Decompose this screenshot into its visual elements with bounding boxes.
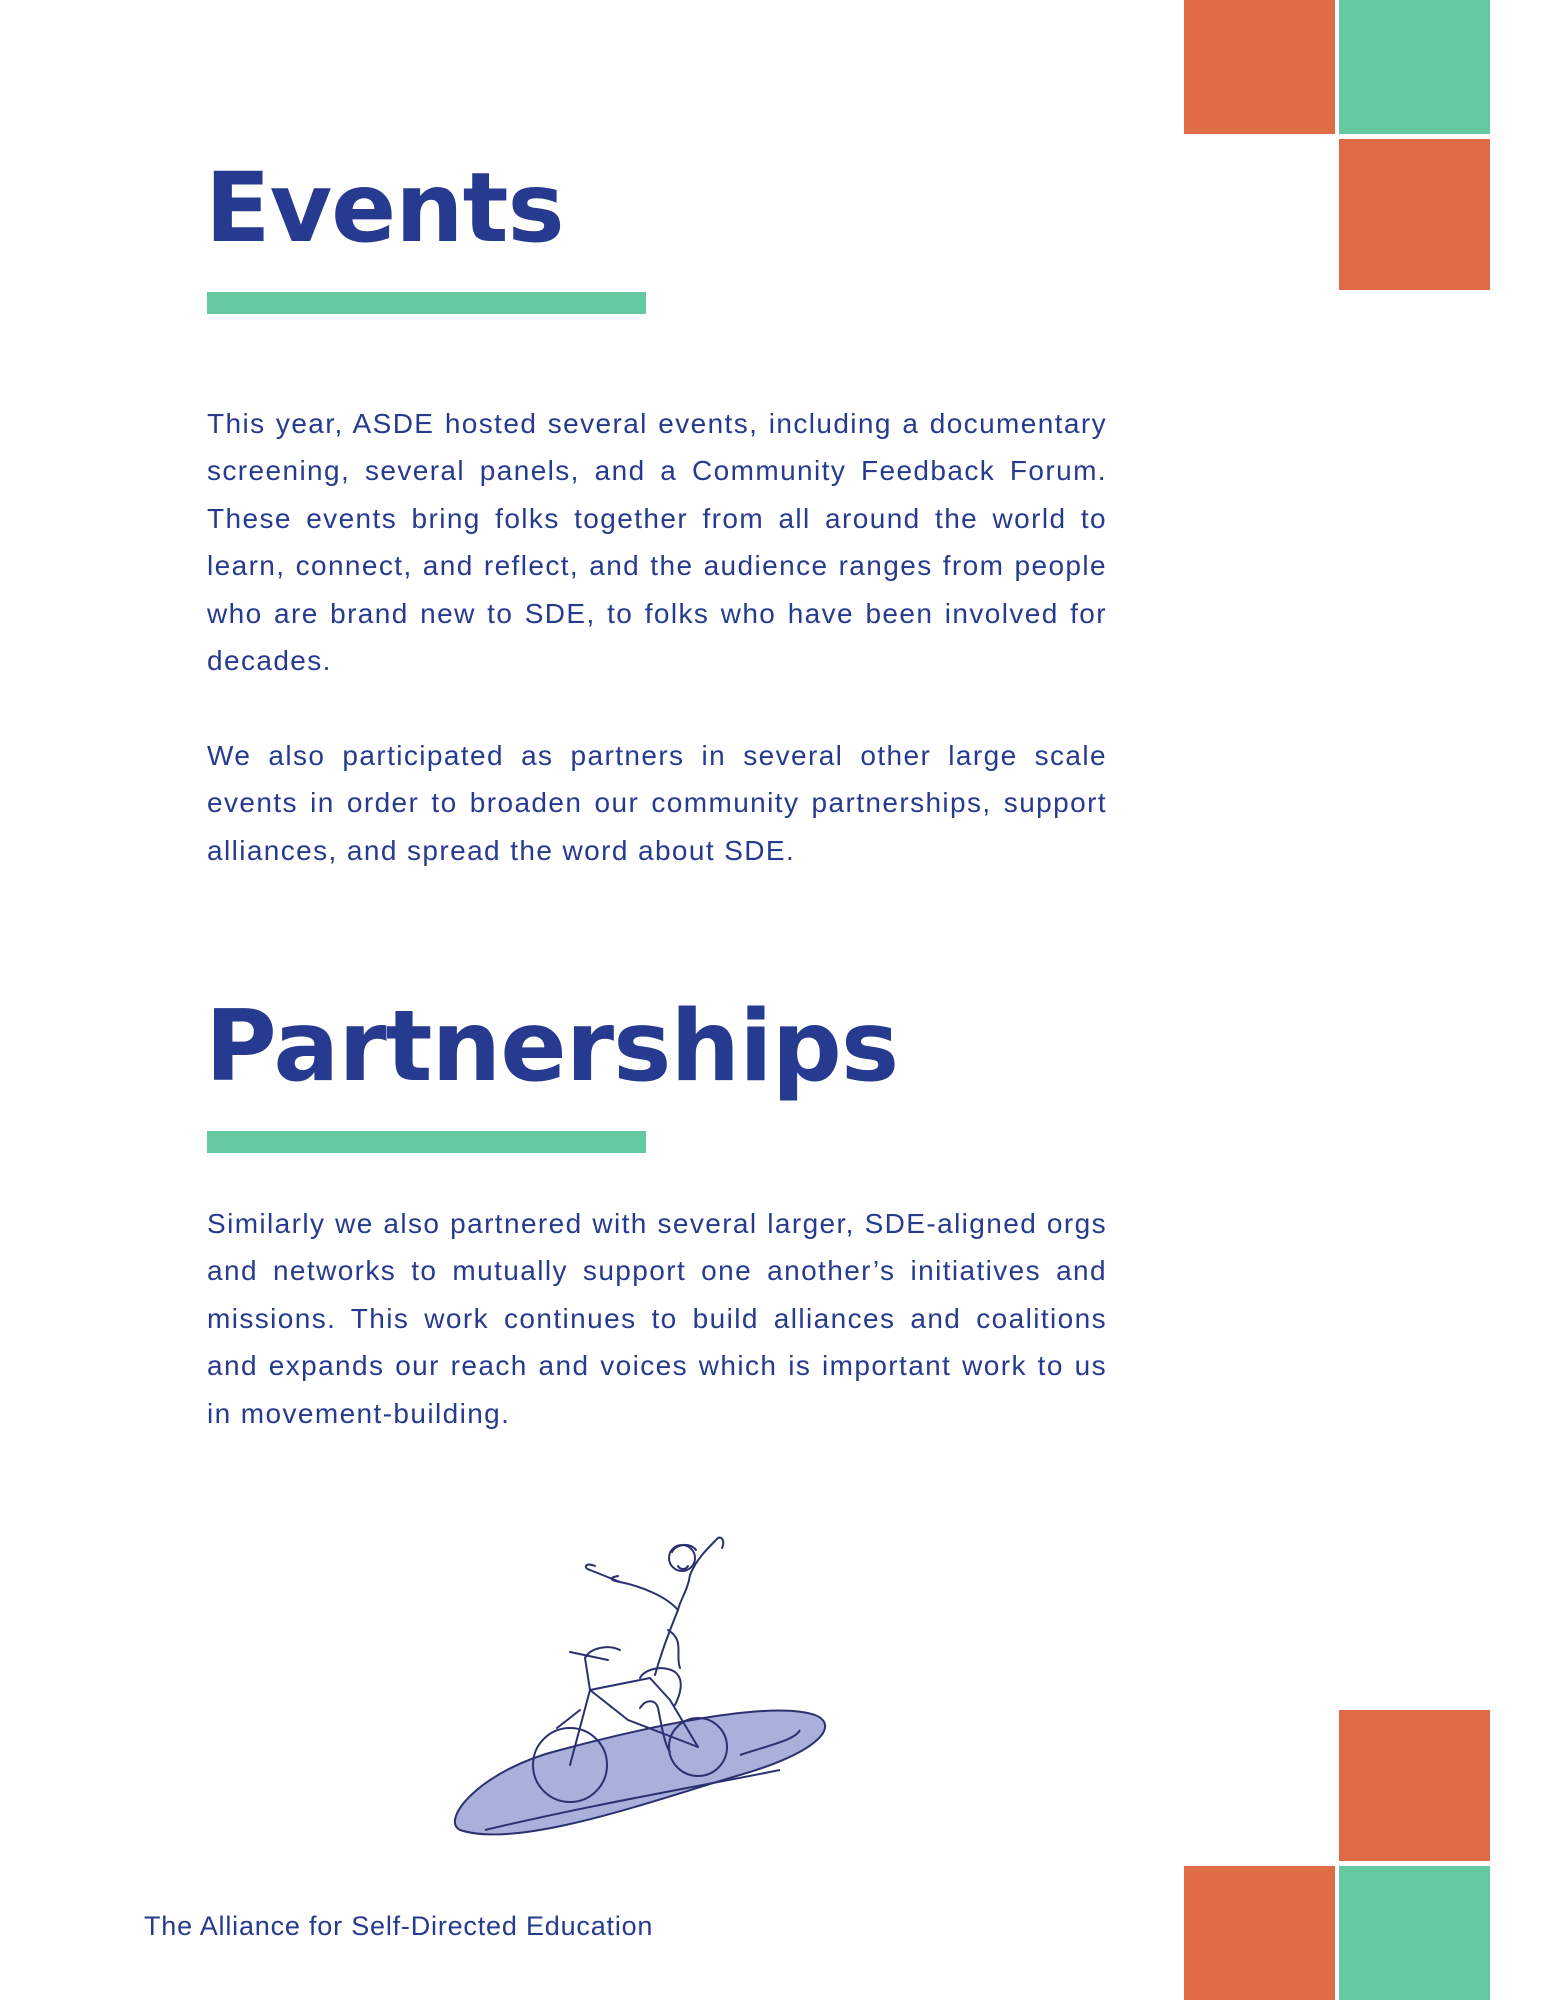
decor-square-top-lower-orange — [1339, 139, 1490, 290]
footer-org-name: The Alliance for Self-Directed Education — [144, 1911, 654, 1941]
events-heading-underline — [207, 292, 646, 314]
partnerships-heading: Partnerships — [205, 990, 899, 1104]
decor-square-bottom-right-green — [1339, 1866, 1490, 2000]
events-paragraph-1: This year, ASDE hosted several events, including a documentary screening, several panels, and a Community Feedback Forum. These events bring folks together from all around the world to learn, connect, and reflect, and the audience ranges from people who are brand new to SDE, to folks who have been involved for decades. — [207, 408, 1107, 677]
events-heading: Events — [205, 152, 564, 264]
decor-square-bottom-upper-orange — [1339, 1710, 1490, 1861]
partnerships-paragraph: Similarly we also partnered with several larger, SDE-aligned orgs and networks to mutually support one another’s initiatives and missions. This work continues to build alliances and coalitions and expands our reach and voices which is important work to us in movement-building. — [207, 1208, 1107, 1429]
events-paragraph-2: We also participated as partners in several other large scale events in order to broaden our community partnerships, support alliances, and spread the word about SDE. — [207, 740, 1107, 866]
partnerships-heading-underline — [207, 1131, 646, 1153]
decor-square-top-left-orange — [1184, 0, 1335, 134]
cyclist-on-surfboard-illustration — [440, 1530, 840, 1860]
decor-square-bottom-left-orange — [1184, 1866, 1335, 2000]
decor-square-top-right-green — [1339, 0, 1490, 134]
surfboard-shape — [455, 1711, 825, 1835]
